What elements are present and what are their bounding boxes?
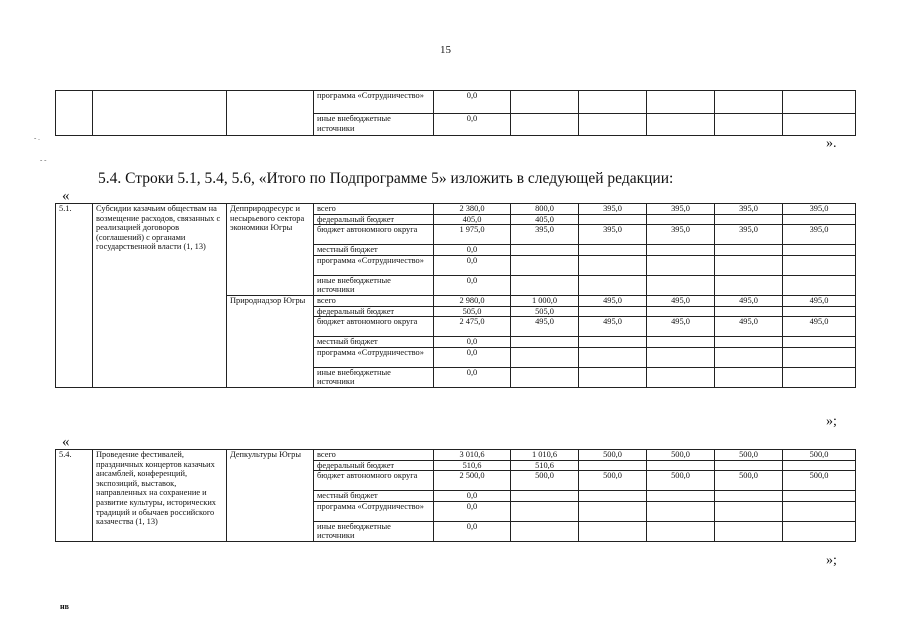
cell-value <box>647 214 715 225</box>
cell-value <box>579 460 647 471</box>
cell-value: 495,0 <box>511 317 579 337</box>
cell-value: 405,0 <box>434 214 511 225</box>
cell-value <box>579 306 647 317</box>
cell-value <box>647 347 715 367</box>
table-row <box>56 91 856 114</box>
cell-value: 495,0 <box>647 295 715 306</box>
cell-source: местный бюджет <box>314 337 434 348</box>
cell-value: 500,0 <box>715 471 783 491</box>
cell-value: 395,0 <box>783 204 856 215</box>
cell-value: 1 975,0 <box>434 225 511 245</box>
cell-value <box>579 491 647 502</box>
cell-value <box>783 460 856 471</box>
cell-name <box>93 91 227 136</box>
quote-open: « <box>62 188 70 204</box>
cell-value <box>715 367 783 387</box>
table-row-5-4 <box>55 449 856 542</box>
cell-value <box>511 367 579 387</box>
cell-num: 5.1. <box>56 204 93 388</box>
page-number: 15 <box>440 44 451 56</box>
cell-value: 505,0 <box>434 306 511 317</box>
cell-source: иные внебюджетные источники <box>314 367 434 387</box>
cell-source: бюджет автономного округа <box>314 225 434 245</box>
cell-source: программа «Сотрудничество» <box>314 501 434 521</box>
cell-value <box>783 491 856 502</box>
cell-value <box>715 501 783 521</box>
cell-value: 2 980,0 <box>434 295 511 306</box>
cell-value <box>579 275 647 295</box>
quote-close: ». <box>826 136 837 151</box>
cell-value: 395,0 <box>579 225 647 245</box>
quote-open: « <box>62 434 70 450</box>
cell-value: 2 475,0 <box>434 317 511 337</box>
cell-value: 500,0 <box>715 450 783 461</box>
cell-value: 505,0 <box>511 306 579 317</box>
cell-value: 0,0 <box>434 521 511 541</box>
cell-value <box>579 255 647 275</box>
cell-value <box>715 347 783 367</box>
cell-value <box>511 501 579 521</box>
cell-value <box>511 275 579 295</box>
cell-value <box>783 337 856 348</box>
cell-num <box>56 91 93 136</box>
cell-value: 1 010,6 <box>511 450 579 461</box>
cell-source: программа «Сотрудничество» <box>314 347 434 367</box>
cell-value <box>783 521 856 541</box>
cell-name: Субсидии казачьим обществам на возмещение расходов, связанных с реализацией договоров (соглашений) с органами государственной власти (1, 13) <box>93 204 227 388</box>
cell-value: 495,0 <box>715 295 783 306</box>
cell-value: 1 000,0 <box>511 295 579 306</box>
cell-source: иные внебюджетные источники <box>314 275 434 295</box>
cell-executor <box>227 91 314 136</box>
cell-source: бюджет автономного округа <box>314 317 434 337</box>
cell-num: 5.4. <box>56 450 93 542</box>
cell-name: Проведение фестивалей, праздничных концертов казачьих ансамблей, конференций, экспозиций, выставок, направленных на сохранение и развитие культуры, исторических традиций и обычаев российского казачества (1, 13) <box>93 450 227 542</box>
cell-value: 3 010,6 <box>434 450 511 461</box>
cell-value <box>511 491 579 502</box>
cell-value: 2 500,0 <box>434 471 511 491</box>
cell-value <box>579 521 647 541</box>
cell-value: 800,0 <box>511 204 579 215</box>
cell-value: 500,0 <box>579 471 647 491</box>
cell-value <box>647 491 715 502</box>
cell-value <box>715 337 783 348</box>
cell-value: 500,0 <box>783 450 856 461</box>
cell-value <box>783 255 856 275</box>
cell-value: 500,0 <box>647 450 715 461</box>
cell-value <box>783 275 856 295</box>
cell-value <box>647 460 715 471</box>
cell-value <box>647 306 715 317</box>
cell-value: 395,0 <box>579 204 647 215</box>
cell-value <box>511 347 579 367</box>
cell-value: 500,0 <box>511 471 579 491</box>
cell-value <box>579 367 647 387</box>
cell-value <box>647 337 715 348</box>
cell-value <box>579 501 647 521</box>
cell-value <box>715 255 783 275</box>
quote-close: »; <box>826 553 837 568</box>
cell-executor: Депкультуры Югры <box>227 450 314 542</box>
cell-source: федеральный бюджет <box>314 306 434 317</box>
cell-value: 0,0 <box>434 501 511 521</box>
table-row <box>56 450 856 461</box>
cell-source: федеральный бюджет <box>314 460 434 471</box>
cell-value: 395,0 <box>647 204 715 215</box>
cell-value <box>511 521 579 541</box>
table-row <box>56 204 856 215</box>
cell-value: 0,0 <box>434 491 511 502</box>
cell-value: 395,0 <box>511 225 579 245</box>
table-continuation <box>55 90 856 136</box>
cell-value <box>579 337 647 348</box>
cell-source: программа «Сотрудничество» <box>314 255 434 275</box>
cell-value: 0,0 <box>434 245 511 256</box>
cell-value: 500,0 <box>783 471 856 491</box>
cell-value <box>511 337 579 348</box>
cell-value: 510,6 <box>511 460 579 471</box>
cell-value <box>715 491 783 502</box>
cell-value <box>579 214 647 225</box>
cell-value: 495,0 <box>783 317 856 337</box>
side-mark: - . <box>34 134 40 142</box>
quote-close: »; <box>826 414 837 429</box>
cell-value: 2 380,0 <box>434 204 511 215</box>
cell-source: федеральный бюджет <box>314 214 434 225</box>
cell-value: 0,0 <box>434 337 511 348</box>
section-heading: 5.4. Строки 5.1, 5.4, 5.6, «Итого по Подпрограмме 5» изложить в следующей редакции: <box>98 170 674 187</box>
cell-value <box>715 245 783 256</box>
cell-value <box>715 214 783 225</box>
cell-value <box>647 275 715 295</box>
cell-value: 500,0 <box>647 471 715 491</box>
cell-value: 495,0 <box>783 295 856 306</box>
cell-total: 0,0 <box>434 91 511 114</box>
cell-value <box>783 501 856 521</box>
cell-source: всего <box>314 204 434 215</box>
cell-value <box>579 347 647 367</box>
cell-source: бюджет автономного округа <box>314 471 434 491</box>
cell-value: 405,0 <box>511 214 579 225</box>
cell-value <box>715 521 783 541</box>
cell-value <box>715 275 783 295</box>
cell-value: 495,0 <box>579 295 647 306</box>
cell-value <box>647 521 715 541</box>
cell-value <box>647 245 715 256</box>
cell-value: 0,0 <box>434 255 511 275</box>
cell-source: программа «Сотрудничество» <box>314 91 434 114</box>
cell-source: иные внебюджетные источники <box>314 114 434 136</box>
cell-value: 0,0 <box>434 367 511 387</box>
cell-value <box>715 460 783 471</box>
cell-source: местный бюджет <box>314 491 434 502</box>
cell-value: 395,0 <box>647 225 715 245</box>
cell-total: 0,0 <box>434 114 511 136</box>
cell-value: 510,6 <box>434 460 511 471</box>
cell-value <box>783 347 856 367</box>
cell-value <box>511 245 579 256</box>
cell-value <box>783 306 856 317</box>
cell-value <box>715 306 783 317</box>
cell-executor: Природнадзор Югры <box>227 295 314 387</box>
cell-value <box>783 245 856 256</box>
cell-value: 395,0 <box>783 225 856 245</box>
cell-value: 495,0 <box>579 317 647 337</box>
footer-mark: нв <box>60 602 69 611</box>
cell-value: 0,0 <box>434 347 511 367</box>
cell-value <box>511 255 579 275</box>
cell-value <box>647 255 715 275</box>
cell-value: 500,0 <box>579 450 647 461</box>
cell-source: всего <box>314 450 434 461</box>
cell-value <box>579 245 647 256</box>
cell-value: 495,0 <box>715 317 783 337</box>
cell-executor: Депприродресурс и несырьевого сектора экономики Югры <box>227 204 314 296</box>
cell-value <box>647 367 715 387</box>
cell-value: 0,0 <box>434 275 511 295</box>
side-mark: - - <box>40 156 47 164</box>
cell-value <box>783 214 856 225</box>
cell-value <box>647 501 715 521</box>
cell-source: местный бюджет <box>314 245 434 256</box>
cell-source: иные внебюджетные источники <box>314 521 434 541</box>
cell-source: всего <box>314 295 434 306</box>
cell-value: 395,0 <box>715 225 783 245</box>
cell-value <box>783 367 856 387</box>
table-row-5-1 <box>55 203 856 388</box>
cell-value: 495,0 <box>647 317 715 337</box>
cell-value: 395,0 <box>715 204 783 215</box>
